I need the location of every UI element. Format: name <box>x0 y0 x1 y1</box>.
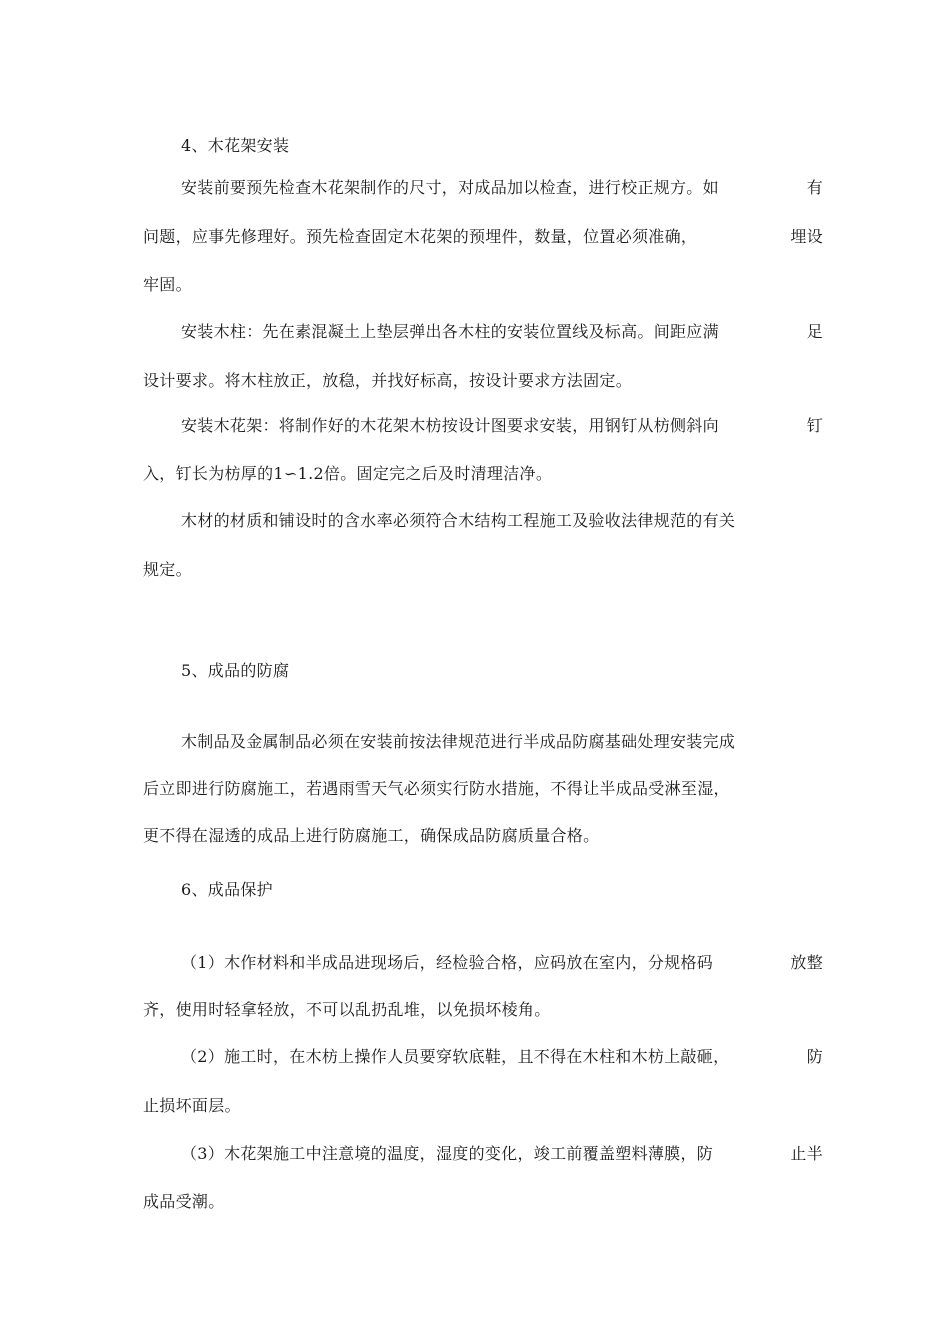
text-span: 足 <box>806 322 823 341</box>
section-4-p2-line-2: 设计要求。将木柱放正，放稳，并找好标高，按设计要求方法固定。 <box>143 371 633 390</box>
text-span: 有 <box>806 178 823 197</box>
text-span: 问题，应事先修理好。预先检查固定木花架的预埋件，数量，位置必须准确， <box>143 227 698 246</box>
section-5-p1-line-1: 木制品及金属制品必须在安装前按法律规范进行半成品防腐基础处理安装完成 <box>181 732 736 751</box>
section-6-item-1-line-2: 齐，使用时轻拿轻放，不可以乱扔乱堆，以免损坏棱角。 <box>143 1000 551 1019</box>
section-4-p1-line-2 <box>143 225 823 249</box>
section-6-heading: 6、成品保护 <box>181 880 273 899</box>
section-4-p1-line-1 <box>181 176 823 200</box>
section-5-p1-line-3: 更不得在湿透的成品上进行防腐施工，确保成品防腐质量合格。 <box>143 826 600 845</box>
text-span: 安装木花架：将制作好的木花架木枋按设计图要求安装，用钢钉从枋侧斜向 <box>181 416 719 435</box>
text-span: 止半 <box>790 1144 823 1163</box>
section-4-p4-line-2: 规定。 <box>143 560 192 579</box>
section-4-p2-line-1 <box>181 320 823 344</box>
text-span: （3）木花架施工中注意境的温度，湿度的变化，竣工前覆盖塑料薄膜，防 <box>181 1144 714 1163</box>
section-4-p4-line-1: 木材的材质和铺设时的含水率必须符合木结构工程施工及验收法律规范的有关 <box>181 511 736 530</box>
text-span: （2）施工时，在木枋上操作人员要穿软底鞋，且不得在木柱和木枋上敲砸， <box>181 1047 730 1066</box>
text-span: 安装前要预先检查木花架制作的尺寸，对成品加以检查，进行校正规方。如 <box>181 178 719 197</box>
text-span: 安装木柱：先在素混凝土上垫层弹出各木柱的安装位置线及标高。间距应满 <box>181 322 719 341</box>
section-6-item-1-line-1 <box>181 951 823 975</box>
section-6-item-3-line-2: 成品受潮。 <box>143 1192 225 1211</box>
section-4-p3-line-1 <box>181 414 823 438</box>
section-5-heading: 5、成品的防腐 <box>181 661 290 680</box>
section-5-p1-line-2: 后立即进行防腐施工，若遇雨雪天气必须实行防水措施，不得让半成品受淋至湿， <box>143 779 730 798</box>
text-span: 放整 <box>790 953 823 972</box>
section-4-p1-line-3: 牢固。 <box>143 275 192 294</box>
text-span: 埋设 <box>790 227 823 246</box>
section-6-item-2-line-1 <box>181 1045 823 1069</box>
section-4-p3-line-2: 入，钉长为枋厚的1∽1.2倍。固定完之后及时清理洁净。 <box>143 464 553 483</box>
section-4-heading: 4、木花架安装 <box>181 136 290 155</box>
section-6-item-3-line-1 <box>181 1142 823 1166</box>
section-6-item-2-line-2: 止损坏面层。 <box>143 1096 241 1115</box>
text-span: 防 <box>806 1047 823 1066</box>
text-span: 钉 <box>806 416 823 435</box>
text-span: （1）木作材料和半成品进现场后，经检验合格，应码放在室内，分规格码 <box>181 953 714 972</box>
